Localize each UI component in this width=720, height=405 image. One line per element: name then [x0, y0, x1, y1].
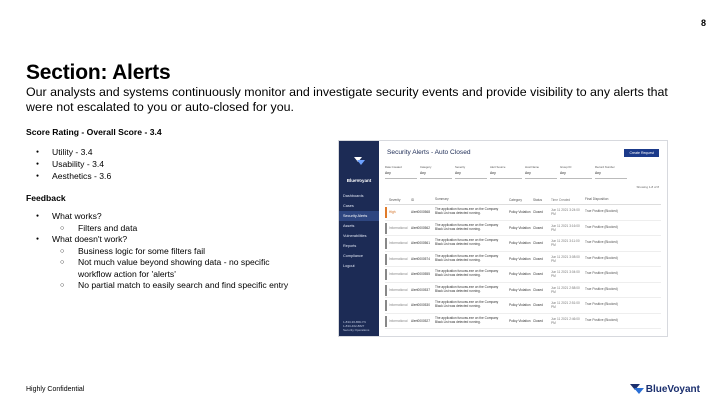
filter-label: Record Number	[595, 165, 615, 169]
table-row[interactable]	[385, 205, 661, 221]
cell-time: Jun 11 2021 3:24:00 PM	[551, 208, 580, 217]
cell-severity: Informational	[389, 303, 408, 308]
cell-disposition: True Positive (Blocked)	[585, 302, 618, 307]
severity-bar	[385, 254, 387, 265]
cell-time: Jun 11 2021 2:58:00 PM	[551, 285, 580, 294]
feedback-heading: Feedback	[26, 193, 66, 203]
cell-time: Jun 11 2021 2:51:00 PM	[551, 301, 580, 310]
cell-category: Policy Violation	[509, 241, 531, 246]
cell-disposition: True Positive (Blocked)	[585, 224, 618, 229]
cell-category: Policy Violation	[509, 256, 531, 261]
feedback-doesnt-item: ○ Business logic for some filters fail	[36, 246, 296, 258]
column-header[interactable]: Summary	[435, 197, 449, 202]
table-row[interactable]	[385, 298, 661, 314]
cell-id: Alert0000562	[411, 225, 430, 230]
cell-id: Alert0000574	[411, 256, 430, 261]
filter-label: Host Name	[525, 165, 539, 169]
alerts-app-screenshot	[338, 140, 668, 337]
severity-bar	[385, 316, 387, 327]
cell-summary: The application furuvas.exe on the Company Black List was detected running.	[435, 207, 499, 216]
cell-time: Jun 11 2021 2:46:00 PM	[551, 316, 580, 325]
cell-status: Closed	[533, 287, 543, 292]
table-row[interactable]	[385, 252, 661, 268]
cell-disposition: True Positive (Blocked)	[585, 240, 618, 245]
metric-usability: ● Usability - 3.4	[36, 158, 111, 170]
nav-item-cases[interactable]: Cases	[343, 204, 354, 208]
cell-time: Jun 11 2021 3:08:00 PM	[551, 254, 580, 263]
bluevoyant-logo-icon	[630, 384, 643, 395]
cell-severity: Informational	[389, 318, 408, 323]
cell-time: Jun 11 2021 3:04:00 PM	[551, 270, 580, 279]
table-header	[385, 196, 661, 205]
cell-id: Alert0000527	[411, 318, 430, 323]
metric-utility: ● Utility - 3.4	[36, 146, 111, 158]
feedback-doesnt-item: ○ No partial match to easily search and find specific entry	[36, 280, 296, 292]
cell-time: Jun 11 2021 3:16:00 PM	[551, 223, 580, 232]
feedback-list	[36, 211, 296, 292]
cell-severity: Informational	[389, 287, 408, 292]
feedback-works-label: ● What works?	[36, 211, 296, 223]
cell-time: Jun 11 2021 3:11:00 PM	[551, 239, 580, 248]
app-main	[379, 141, 667, 336]
cell-status: Closed	[533, 256, 543, 261]
cell-disposition: True Positive (Blocked)	[585, 209, 618, 214]
cell-id: Alert0000568	[411, 210, 430, 215]
cell-summary: The application furuvas.exe on the Company Black List was detected running.	[435, 253, 499, 262]
filter-date-created[interactable]	[385, 165, 417, 179]
cell-disposition: True Positive (Blocked)	[585, 271, 618, 276]
cell-category: Policy Violation	[509, 318, 531, 323]
column-header[interactable]: Time Created	[551, 198, 571, 202]
filter-value: Any	[420, 171, 426, 175]
sidebar-footer	[343, 320, 369, 332]
metric-aesthetics: ● Aesthetics - 3.6	[36, 170, 111, 182]
severity-bar	[385, 223, 387, 234]
footer-logo	[630, 384, 700, 395]
slide-title: Section: Alerts	[26, 61, 171, 84]
cell-category: Policy Violation	[509, 210, 531, 215]
cell-id: Alert0000561	[411, 241, 430, 246]
severity-bar	[385, 300, 387, 311]
feedback-works-item: ○ Filters and data	[36, 223, 296, 235]
filter-value: Any	[595, 171, 601, 175]
nav-item-compliance[interactable]: Compliance	[343, 254, 364, 258]
cell-status: Closed	[533, 303, 543, 308]
cell-category: Policy Violation	[509, 303, 531, 308]
cell-status: Closed	[533, 318, 543, 323]
app-logo	[344, 157, 374, 187]
filter-label: Category	[420, 165, 432, 169]
severity-bar	[385, 238, 387, 249]
footer-confidential: Highly Confidential	[26, 386, 85, 393]
cell-severity: Informational	[389, 272, 408, 277]
score-heading: Score Rating - Overall Score - 3.4	[26, 127, 162, 137]
cell-summary: The application furuvas.exe on the Company Black List was detected running.	[435, 315, 499, 324]
cell-severity: Informational	[389, 256, 408, 261]
table-row[interactable]	[385, 283, 661, 299]
cell-disposition: True Positive (Blocked)	[585, 255, 618, 260]
cell-summary: The application furuvas.exe on the Company Black List was detected running.	[435, 269, 499, 278]
nav-item-assets[interactable]: Assets	[343, 224, 355, 228]
filter-record-number[interactable]	[595, 165, 627, 179]
column-header[interactable]: Category	[509, 198, 522, 202]
cell-severity: Informational	[389, 241, 408, 246]
results-count: Showing 1-8 of 8	[636, 185, 659, 189]
column-header[interactable]: Status	[533, 198, 543, 202]
cell-id: Alert0000555	[411, 272, 430, 277]
column-header[interactable]: Final Disposition	[585, 197, 609, 202]
cell-summary: The application furuvas.exe on the Company Black List was detected running.	[435, 284, 499, 293]
app-sidebar	[339, 141, 379, 336]
filter-label: Date Created	[385, 165, 402, 169]
filter-value: Any	[490, 171, 496, 175]
table-row[interactable]	[385, 221, 661, 237]
app-logo-text: BlueVoyant	[346, 178, 372, 183]
cell-category: Policy Violation	[509, 287, 531, 292]
nav-item-security-alerts[interactable]: Security Alerts	[339, 211, 379, 221]
filter-label: Alert Source	[490, 165, 506, 169]
nav-item-vulnerabilities[interactable]: Vulnerabilities	[343, 234, 367, 238]
page-number: 8	[700, 18, 706, 28]
cell-disposition: True Positive (Blocked)	[585, 286, 618, 291]
table-row[interactable]	[385, 236, 661, 252]
footer-logo-text: BlueVoyant	[645, 384, 700, 395]
cell-id: Alert0000537	[411, 287, 430, 292]
column-header[interactable]: ID	[411, 198, 415, 202]
cell-summary: The application furuvas.exe on the Company Black List was detected running.	[435, 300, 499, 309]
filter-label: Group ID	[560, 165, 572, 169]
filter-severity[interactable]	[455, 165, 487, 179]
score-metrics-list	[36, 146, 111, 182]
cell-severity: High	[389, 210, 396, 215]
cell-status: Closed	[533, 225, 543, 230]
filter-group-id[interactable]	[560, 165, 592, 179]
cell-status: Closed	[533, 210, 543, 215]
table-row[interactable]	[385, 267, 661, 283]
alerts-table	[385, 196, 661, 329]
filter-value: Any	[455, 171, 461, 175]
feedback-doesnt-item: ○ Not much value beyond showing data - no specific workflow action for 'alerts'	[36, 257, 296, 280]
app-nav	[339, 191, 379, 271]
filter-bar	[385, 165, 661, 179]
cell-disposition: True Positive (Blocked)	[585, 317, 618, 322]
filter-category[interactable]	[420, 165, 452, 179]
severity-bar	[385, 285, 387, 296]
filter-label: Severity	[455, 165, 466, 169]
app-page-title: Security Alerts - Auto Closed	[387, 149, 471, 156]
sidebar-footer-line: 1-833-36-BRLYN	[343, 320, 366, 324]
nav-item-logout[interactable]: Logout	[343, 264, 355, 268]
severity-bar	[385, 269, 387, 280]
cell-summary: The application furuvas.exe on the Company Black List was detected running.	[435, 222, 499, 231]
cell-severity: Informational	[389, 225, 408, 230]
bluevoyant-logo-icon	[354, 157, 364, 167]
feedback-doesnt-label: ● What doesn't work?	[36, 234, 296, 246]
create-request-button[interactable]: Create Request	[624, 149, 659, 157]
nav-item-reports[interactable]: Reports	[343, 244, 357, 248]
filter-alert-source[interactable]	[490, 165, 522, 179]
filter-value: Any	[385, 171, 391, 175]
table-row[interactable]	[385, 314, 661, 330]
filter-value: Any	[525, 171, 531, 175]
cell-category: Policy Violation	[509, 225, 531, 230]
cell-status: Closed	[533, 272, 543, 277]
column-header[interactable]: Severity	[389, 198, 401, 202]
sidebar-footer-line: 1-833-462-8827	[343, 324, 365, 328]
severity-bar	[385, 207, 387, 218]
cell-summary: The application furuvas.exe on the Company Black List was detected running.	[435, 238, 499, 247]
filter-value: Any	[560, 171, 566, 175]
cell-id: Alert0000530	[411, 303, 430, 308]
nav-item-dashboards[interactable]: Dashboards	[343, 194, 364, 198]
cell-status: Closed	[533, 241, 543, 246]
sidebar-footer-line: Security Operations	[343, 328, 370, 332]
slide-subtitle: Our analysts and systems continuously monitor and investigate security events and provide visibility to any alerts that were not escalated to you or auto-closed for you.	[26, 85, 668, 114]
cell-category: Policy Violation	[509, 272, 531, 277]
filter-host-name[interactable]	[525, 165, 557, 179]
